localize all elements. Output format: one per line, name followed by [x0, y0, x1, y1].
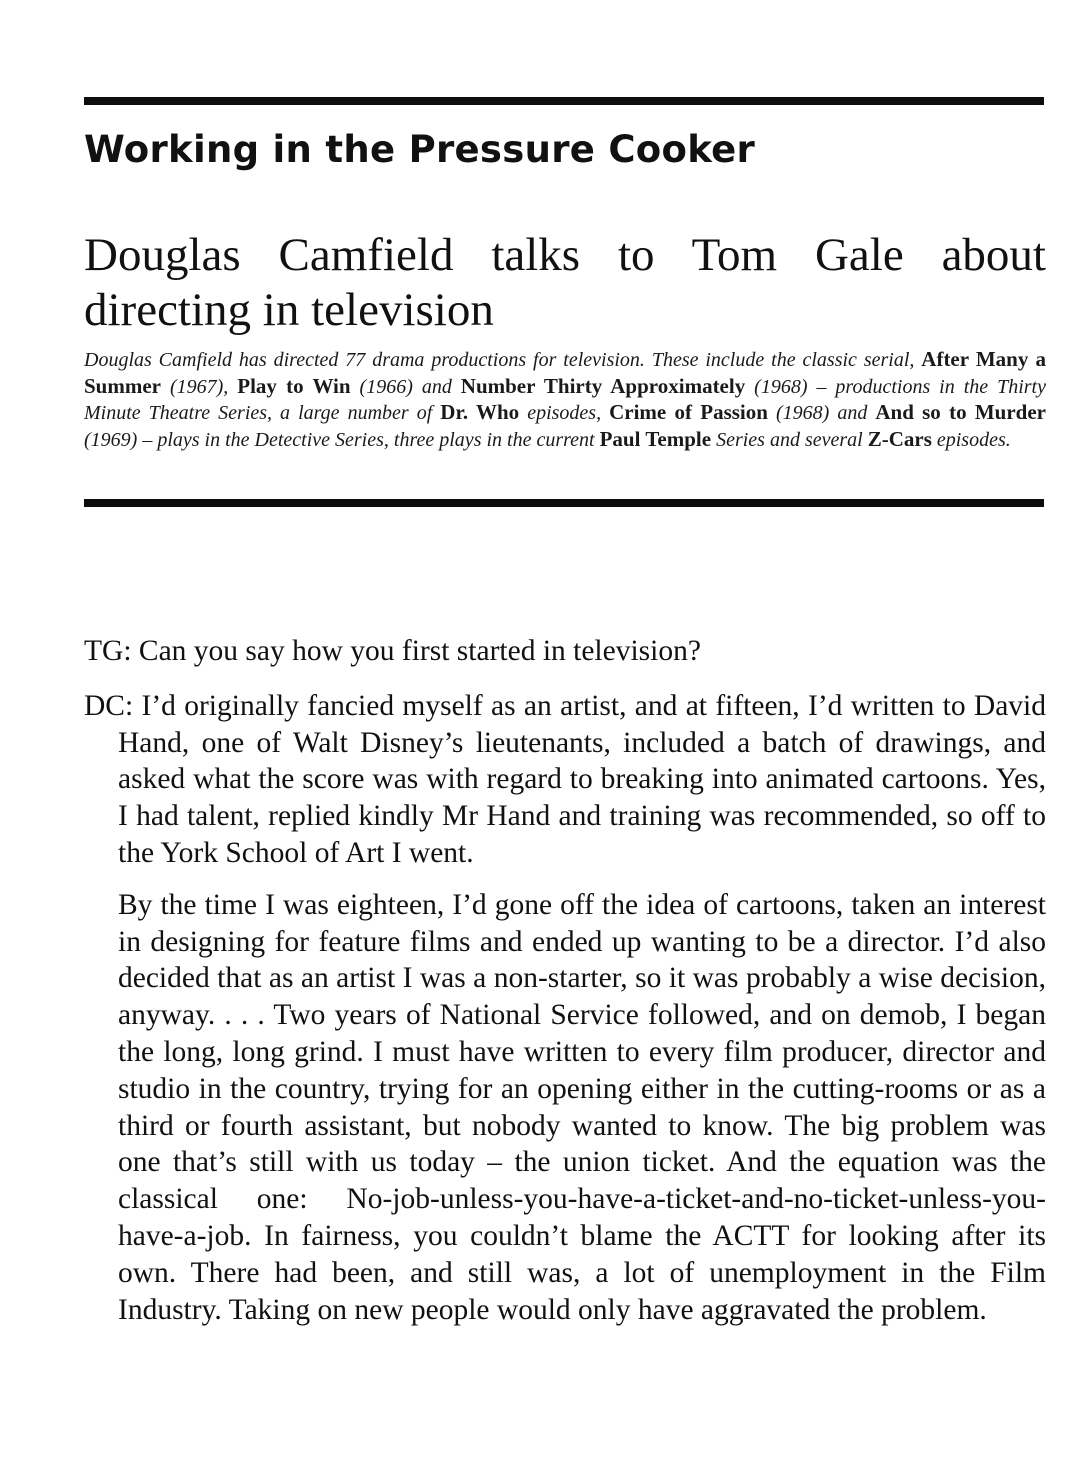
interview-transcript — [84, 633, 1046, 1328]
production-title: Paul Temple — [599, 426, 712, 451]
production-title: Crime of Passion — [609, 400, 768, 424]
answer-paragraph: By the time I was eighteen, I’d gone off the idea of cartoons, taken an interest in designing for feature films and ended up wanting to be a director. I’d also decided that as an artist I was a non-starter, so it was probably a wise decision, anyway. . . . Two years of National Service followed, and on demob, I began the long, long grind. I must have written to every film producer, director and studio in the country, trying for an opening either in the cutting-rooms or as a third or fourth assistant, but nobody wanted to know. The big problem was one that’s still with us today – the union ticket. And the equation was the classical one: No-job-unless-you-have-a-ticket-and-no-ticket-unless-you-have-a-job. In fairness, you couldn’t blame the ACTT for looking after its own. There had been, and still was, a lot of unemployment in the Film Industry. Taking on new people would only have aggravated the problem. — [118, 888, 1046, 1326]
production-title: Number Thirty Approximately — [460, 373, 746, 398]
intro-text: (1968) and — [767, 402, 876, 424]
top-rule — [84, 97, 1044, 105]
production-title: And so to Murder — [875, 400, 1046, 424]
intro-text: (1969) – plays in the Detective Series, three plays in the current — [84, 428, 600, 451]
intro-text: (1967), — [161, 375, 238, 398]
production-title: Z-Cars — [867, 426, 932, 451]
bottom-rule — [84, 499, 1044, 507]
intro-text: Series and several — [711, 428, 868, 451]
author-intro — [84, 347, 1046, 453]
headline-line-2: directing in television — [84, 284, 494, 336]
article-headline — [84, 228, 1046, 338]
production-title: Dr. Who — [440, 400, 520, 424]
intro-text: (1966) and — [350, 375, 461, 398]
intro-text: (1968) – productions in the Thirty Minute Theatre Series, a large number of — [84, 375, 1046, 424]
article-kicker: Working in the Pressure Cooker — [84, 128, 756, 171]
production-title: After Many a Summer — [84, 347, 1046, 398]
answer-paragraph: DC: I’d originally fancied myself as an artist, and at fifteen, I’d written to David Hand, one of Walt Disney’s lieutenants, included a batch of drawings, and asked what the score was with regard to breaking into animated cartoons. Yes, I had talent, replied kindly Mr Hand and training was recommended, so off to the York School of Art I went. — [84, 689, 1046, 869]
headline-line-1: Douglas Camfield talks to Tom Gale about — [84, 229, 1046, 281]
intro-text: Douglas Camfield has directed 77 drama productions for television. These include the classic serial, — [84, 349, 922, 371]
intro-text: episodes. — [931, 428, 1011, 451]
intro-text: episodes, — [519, 402, 610, 424]
interviewer-question: TG: Can you say how you first started in television? — [84, 635, 701, 667]
production-title: Play to Win — [237, 373, 351, 398]
